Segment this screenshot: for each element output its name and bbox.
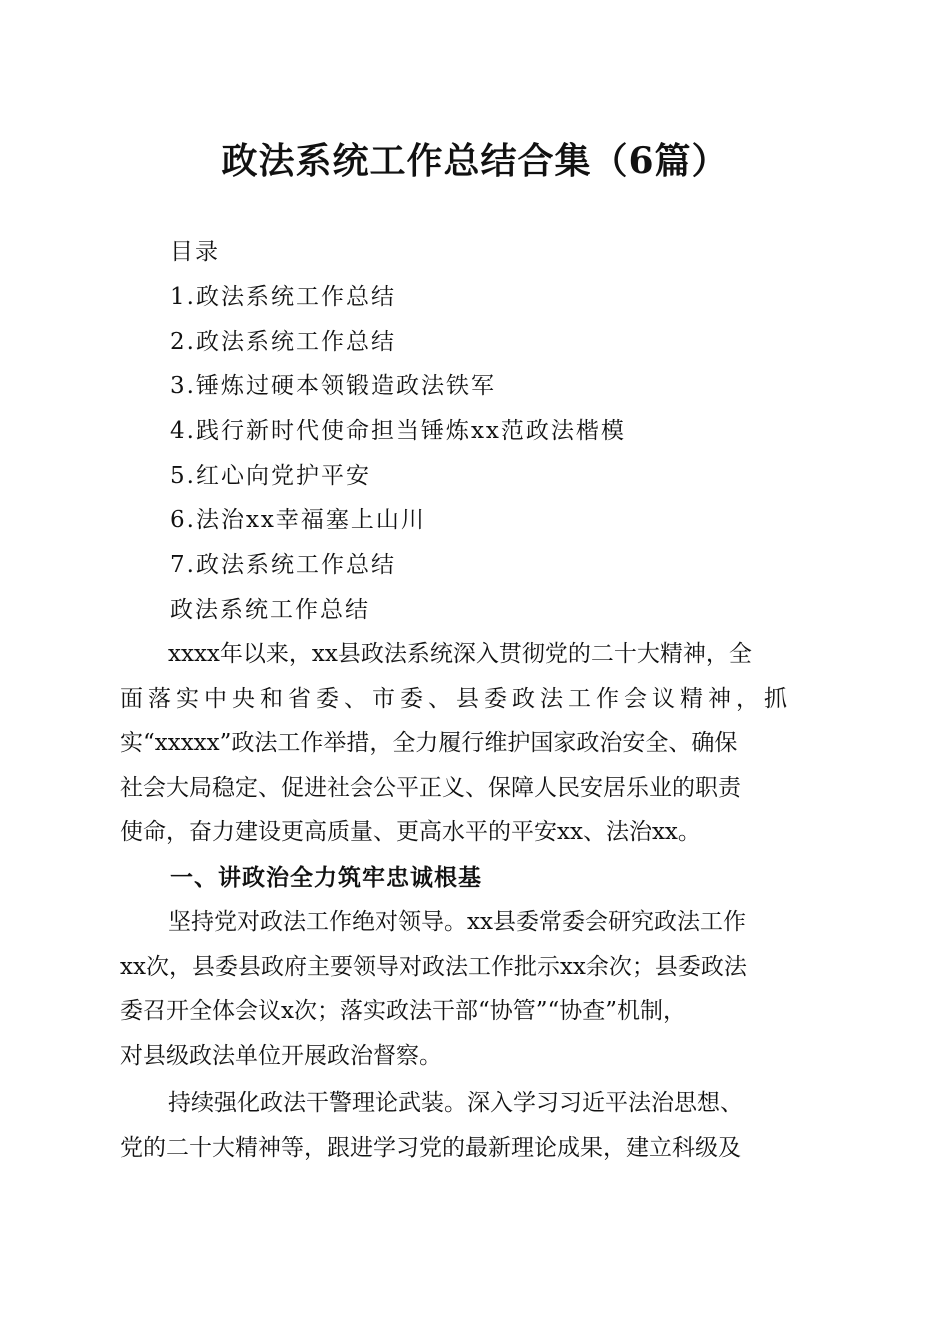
document-title: 政法系统工作总结合集（6篇）: [221, 140, 729, 182]
intro-paragraph: [120, 632, 825, 855]
paragraph-line: 委召开全体会议x次；落实政法干部“协管”“协查”机制，: [120, 998, 687, 1024]
section-title: 政法系统工作总结: [170, 597, 370, 623]
paragraph-party-leadership: [120, 900, 825, 1078]
paragraph-line: 社会大局稳定、促进社会公平正义、保障人民安居乐业的职责: [120, 774, 741, 801]
paragraph-line: 实“xxxxx”政法工作举措，全力履行维护国家政治安全、确保: [120, 730, 738, 756]
toc-item-6: 6.法治xx幸福塞上山川: [170, 507, 426, 533]
paragraph-line: 使命，奋力建设更高质量、更高水平的平安xx、法治xx。: [120, 819, 701, 845]
section-heading-1: 一、讲政治全力筑牢忠诚根基: [170, 865, 482, 891]
toc-item-4: 4.践行新时代使命担当锤炼xx范政法楷模: [170, 418, 626, 444]
paragraph-line: 对县级政法单位开展政治督察。: [120, 1042, 442, 1069]
toc-item-5: 5.红心向党护平安: [170, 463, 371, 489]
paragraph-line: 坚持党对政法工作绝对领导。xx县委常委会研究政法工作: [168, 909, 746, 935]
paragraph-line: xxxx年以来，xx县政法系统深入贯彻党的二十大精神，全: [168, 641, 752, 667]
toc-item-7: 7.政法系统工作总结: [170, 552, 396, 578]
paragraph-line: 党的二十大精神等，跟进学习党的最新理论成果，建立科级及: [120, 1134, 741, 1161]
toc-item-2: 2.政法系统工作总结: [170, 329, 396, 355]
paragraph-line: xx次，县委县政府主要领导对政法工作批示xx余次；县委政法: [120, 953, 747, 980]
paragraph-theory: [120, 1081, 825, 1170]
toc-heading: 目录: [170, 239, 220, 265]
toc-item-1: 1.政法系统工作总结: [170, 284, 396, 310]
paragraph-line: 面落实中央和省委、市委、县委政法工作会议精神，抓: [120, 685, 792, 712]
paragraph-line: 持续强化政法干警理论武装。深入学习习近平法治思想、: [168, 1090, 743, 1116]
toc-item-3: 3.锤炼过硬本领锻造政法铁军: [170, 373, 496, 399]
